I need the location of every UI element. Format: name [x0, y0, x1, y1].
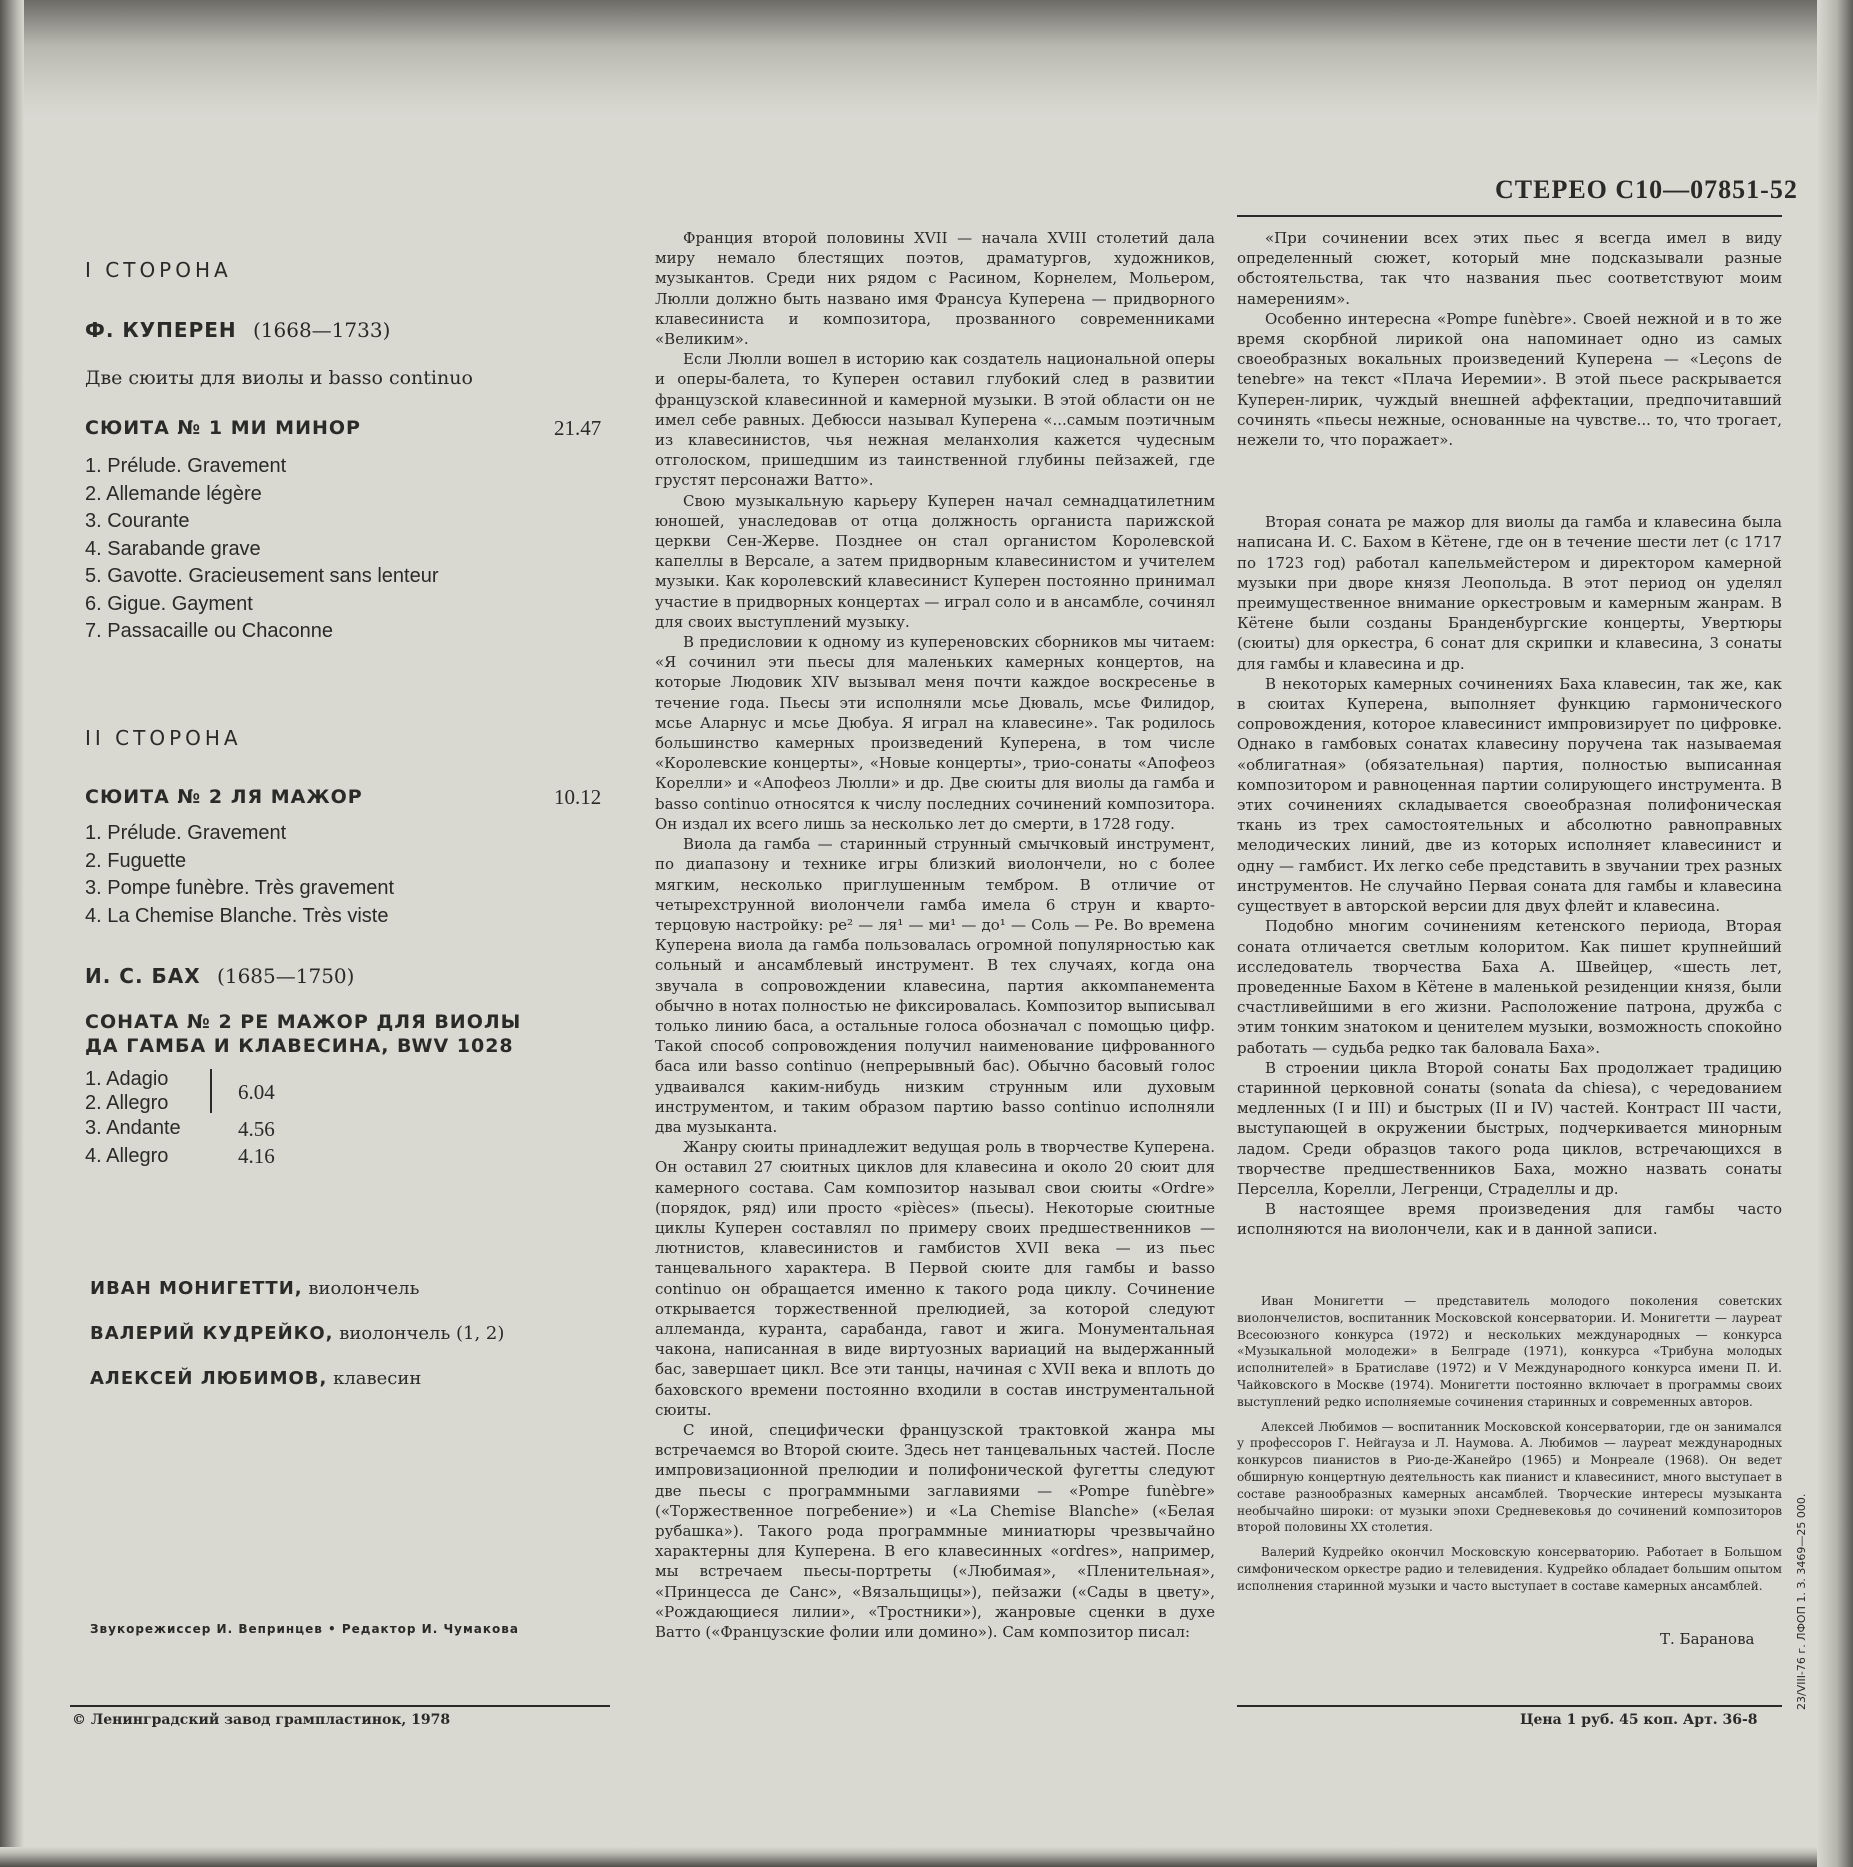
track-duration: 6.04 — [238, 1080, 275, 1104]
performer — [90, 1278, 419, 1299]
composer-name: И. С. БАХ — [85, 964, 201, 988]
suite-2-duration: 10.12 — [554, 785, 602, 809]
performer-bios — [1237, 1293, 1782, 1595]
suite-1-duration: 21.47 — [554, 416, 602, 440]
track-name: 3. Andante — [85, 1117, 181, 1139]
notes-paragraph: Жанру сюиты принадлежит ведущая роль в творчестве Куперена. Он оставил 27 сюитных циклов для клавесина и около 20 сюит для камерного состава. Сам композитор называл свои сюиты «Ordre» (порядок, ряд) или просто «pièces» (пьесы). Некоторые сюитные циклы Куперен составлял по примеру своих предшественников — лютнистов, клавесинистов и гамбистов XVII века — из пьес танцевального характера. В Первой сюите для гамбы и basso continuo он обращается именно к такого рода циклу. Сочинение открывается торжественной прелюдией, за которой следуют аллеманда, куранта, сарабанда, гавот и жига. Монументальная чакона, написанная в виде виртуозных вариаций на выдержанный бас, завершает цикл. Все эти танцы, начиная с XVII века и вплоть до баховского времени постоянно входили в состав инструментальной сюиты. — [655, 1138, 1215, 1419]
notes-paragraph: В строении цикла Второй сонаты Бах продолжает традицию старинной церковной сонаты (sonata da chiesa), с чередованием медленных (I и III) и быстрых (II и IV) частей. Контраст III части, выступающей в окружении быстрых, подчеркивается минорным ладом. Среди образцов такого рода циклов, встречающихся в творчестве предшественников Баха, можно назвать сонаты Перселла, Корелли, Легренци, Страделлы и др. — [1237, 1058, 1782, 1198]
track-name: 2. Allegro — [85, 1092, 169, 1114]
notes-paragraph: С иной, специфически французской трактовкой жанра мы встречаемся во Второй сюите. Здесь нет танцевальных частей. После импровизационной прелюдии и полифонической фугетты следуют две пьесы с программными заглавиями — «Pompe funèbre» («Торжественное погребение») и «La Chemise Blanche» («Белая рубашка»). Такого рода программные миниатюры чрезвычайно характерны для Куперена. В его клавесинных «ordres», например, мы встречаем пьесы-портреты («Любимая», «Пленительная», «Принцесса де Санс», «Вязальщицы»), пейзажи («Сады в цвету», «Рождающиеся лилии», «Тростники»), жанровые сценки в духе Ватто («Французские фолии или домино»). Сам композитор писал: — [655, 1420, 1215, 1642]
notes-paragraph: В предисловии к одному из купереновских сборников мы читаем: «Я сочинил эти пьесы для маленьких камерных концертов, на которые Людовик XIV вызывал меня почти каждое воскресенье в течение года. Пьесы эти исполняли мсье Дюваль, мсье Филидор, мсье Аларнус и мсье Дюбуа. Я играл на клавесине». Так родилось большинство камерных произведений Куперена, в том числе «Королевские концерты», «Новые концерты», трио-сонаты «Апофеоз Корелли» и «Апофеоз Люлли» и др. Две сюиты для виолы да гамба и basso continuo относятся к числу последних сочинений композитора. Он издал их всего лишь за несколько лет до смерти, в 1728 году. — [655, 633, 1215, 833]
track-item: 1. Prélude. Gravement — [85, 822, 287, 844]
track-item: 4. La Chemise Blanche. Très viste — [85, 904, 389, 927]
composer-dates: (1685—1750) — [217, 964, 355, 988]
liner-notes-left — [655, 228, 1215, 1642]
notes-paragraph: «При сочинении всех этих пьес я всегда имел в виду определенный сюжет, который мне подсказывали разные обстоятельства, так что названия пьес соответствуют моим намерениям». — [1237, 229, 1782, 308]
bio-paragraph: Валерий Кудрейко окончил Московскую консерваторию. Работает в Большом симфоническом оркестре радио и телевидения. Кудрейко обладает большим опытом исполнения старинной музыки и часто выступает в составе камерных ансамблей. — [1237, 1545, 1782, 1593]
composer-dates: (1668—1733) — [252, 318, 391, 342]
footer-rule-left — [70, 1705, 610, 1707]
price: Цена 1 руб. 45 коп. Арт. 36-8 — [1520, 1712, 1758, 1728]
suite-2-title: СЮИТА № 2 ЛЯ МАЖОР — [85, 786, 363, 808]
notes-paragraph: Особенно интересна «Pompe funèbre». Своей нежной и в то же время скорбной лирикой она напоминает одно из самых своеобразных вокальных произведений Куперена — «Leçons de tenebre» на текст «Плача Иеремии». В этой пьесе раскрывается Куперен-лирик, чуждый внешней аффектации, предпочитавший сочинять «пьесы нежные, основанные на чувстве... то, что трогает, нежели то, что поражает». — [1237, 309, 1782, 450]
author-signature: Т. Баранова — [1660, 1630, 1755, 1648]
notes-paragraph: Подобно многим сочинениям кетенского периода, Вторая соната отличается светлым колоритом. Как пишет крупнейший исследователь творчества Баха А. Швейцер, «шесть лет, проведенные Бахом в Кётене в маленькой резиденции князя, были счастливейшими в его жизни. Расположение патрона, дружба с этим тонким знатоком и ценителем музыки, возможность спокойно работать — судьба редко так баловала Баха». — [1237, 917, 1782, 1057]
track-item: 2. Fuguette — [85, 849, 187, 872]
track-item: 3. Courante — [85, 510, 190, 532]
track-duration: 4.16 — [238, 1144, 275, 1168]
notes-paragraph: В настоящее время произведения для гамбы часто исполняются на виолончели, как и в данной записи. — [1237, 1200, 1782, 1239]
performer — [90, 1323, 504, 1344]
track-item: 5. Gavotte. Gracieusement sans lenteur — [85, 565, 439, 587]
track-item: 4. Sarabande grave — [85, 537, 261, 560]
copyright: © Ленинградский завод грампластинок, 1978 — [72, 1712, 451, 1728]
track-item: 2. Allemande légère — [85, 482, 262, 505]
suite-1-tracklist — [85, 453, 439, 646]
notes-paragraph: Свою музыкальную карьеру Куперен начал семнадцатилетним юношей, унаследовав от отца должность органиста парижской церкви Сен-Жерве. Позднее он стал органистом Королевской капеллы в Версале, а затем придворным клавесинистом и учителем музыки. Как королевский клавесинист Куперен постоянно принимал участие в придворных концертах — играл соло и в ансамбле, сочинял для своих выступлений музыку. — [655, 491, 1215, 631]
catalog-number: СТЕРЕО С10—07851-52 — [1495, 175, 1798, 204]
sonata-title-line: ДА ГАМБА И КЛАВЕСИНА, BWV 1028 — [85, 1035, 514, 1057]
bio-paragraph: Иван Монигетти — представитель молодого поколения советских виолончелистов, воспитанник Московской консерватории. И. Монигетти — лауреат Всесоюзного конкурса (1972) и нескольких международных — конкурса «Музыкальной молодежи» в Белграде (1971), конкурса «Трибуна молодых исполнителей» в Братиславе (1972) и V Международного конкурса имени П. И. Чайковского в Москве (1974). Монигетти постоянно включает в программы своих выступлений редко исполняемые сочинения старинных и современных авторов. — [1237, 1294, 1782, 1409]
composer-bach — [85, 964, 354, 988]
work-subtitle: Две сюиты для виолы и basso continuo — [85, 367, 473, 389]
track-item: 6. Gigue. Gayment — [85, 592, 253, 615]
performer — [90, 1368, 421, 1389]
footer-rule-right — [1237, 1705, 1782, 1707]
side-1-label: I СТОРОНА — [85, 258, 232, 282]
performer-role: виолончель — [308, 1278, 420, 1299]
composer-couperin — [85, 318, 390, 342]
catalog-underline — [1237, 215, 1782, 217]
performer-name: АЛЕКСЕЙ ЛЮБИМОВ, — [90, 1368, 328, 1389]
bio-paragraph: Алексей Любимов — воспитанник Московской консерватории, где он занимался у профессоров Г. Нейгауза и Л. Наумова. А. Любимов — лауреат международных конкурсов пианистов в Рио-де-Жанейро (1965) и Монреале (1968). Он ведет обширную концертную деятельность как пианист и клавесинист, много выступает в составе разнообразных камерных ансамблей. Творческие интересы музыканта необычайно широки: от музыки эпохи Средневековья до сочинений композиторов второй половины XX столетия. — [1237, 1419, 1782, 1535]
sleeve-edge-bottom — [0, 1847, 1853, 1867]
bracket-bar — [210, 1069, 212, 1113]
performer-role: виолончель (1, 2) — [339, 1323, 505, 1344]
suite-2-tracklist — [85, 820, 394, 930]
notes-paragraph: В некоторых камерных сочинениях Баха клавесин, так же, как в сюитах Куперена, выполняет функцию гармонического сопровождения, которое клавесинист импровизирует по цифровке. Однако в гамбовых сонатах клавесину поручена так называемая «облигатная» (обязательная) партия, полностью выписанная композитором и равноценная партии солирующего инструмента. В этих сочинениях складывается своеобразная полифоническая ткань из трех самостоятельных и абсолютно равноправных мелодических линий, две из которых исполняет клавесинист и одну — гамбист. Их легко себе представить в звучании трех разных инструментов. Не случайно Первая соната для гамбы и клавесина существует в авторской версии для двух флейт и клавесина. — [1237, 674, 1782, 916]
print-code: 23/VIII-76 г. ЛФОП 1. З. 3469—25 000. — [1795, 1493, 1808, 1710]
composer-name: Ф. КУПЕРЕН — [85, 318, 237, 342]
suite-1-title: СЮИТА № 1 МИ МИНОР — [85, 417, 361, 439]
track-name: 1. Adagio — [85, 1068, 169, 1090]
sonata-title-line: СОНАТА № 2 РЕ МАЖОР ДЛЯ ВИОЛЫ — [85, 1011, 522, 1033]
production-credits: Звукорежиссер И. Вепринцев • Редактор И. Чумакова — [90, 1622, 519, 1636]
notes-paragraph: Вторая соната ре мажор для виолы да гамба и клавесина была написана И. С. Бахом в Кётене, где он в течение шести лет (с 1717 по 1723 год) работал капельмейстером и директором камерной музыки при дворе князя Леопольда. В этот период он уделял преимущественное внимание оркестровым и камерным жанрам. В Кётене были созданы Бранденбургские концерты, Увертюры (сюиты) для оркестра, 6 сонат для скрипки и клавесина, 3 сонаты для гамбы и клавесина и др. — [1237, 513, 1782, 673]
notes-paragraph: Франция второй половины XVII — начала XVIII столетий дала миру немало блестящих поэтов, драматургов, художников, музыкантов. Среди них рядом с Расином, Корнелем, Мольером, Люлли должно быть названо имя Франсуа Куперена — придворного клавесиниста и композитора, прозванного современниками «Великим». — [655, 229, 1215, 349]
track-item: 7. Passacaille ou Chaconne — [85, 620, 333, 642]
liner-notes-right — [1237, 228, 1782, 1240]
track-item: 1. Prélude. Gravement — [85, 455, 287, 477]
sleeve-edge-left — [0, 0, 24, 1867]
notes-paragraph: Если Люлли вошел в историю как создатель национальной оперы и оперы-балета, то Куперен оставил глубокий след в развитии французской клавесинной и камерной музыки. В этой области он не имел себе равных. Дебюсси называл Куперена «...самым поэтичным из клавесинистов, чья нежная меланхолия кажется чудесным отголоском, пришедшим из таинственной глубины пейзажей, где грустят персонажи Ватто». — [655, 350, 1215, 490]
sonata-title — [85, 1010, 521, 1058]
performer-name: ВАЛЕРИЙ КУДРЕЙКО, — [90, 1323, 334, 1344]
track-item: 3. Pompe funèbre. Très gravement — [85, 877, 395, 899]
performer-role: клавесин — [333, 1368, 422, 1389]
performer-name: ИВАН МОНИГЕТТИ, — [90, 1278, 303, 1299]
side-2-label: II СТОРОНА — [85, 726, 242, 750]
track-duration: 4.56 — [238, 1117, 275, 1141]
track-name: 4. Allegro — [85, 1144, 169, 1167]
notes-paragraph: Виола да гамба — старинный струнный смычковый инструмент, по диапазону и технике игры близкий виолончели, но с более мягким, несколько приглушенным тембром. В отличие от четырехструнной виолончели гамба имела 6 струн и кварто-терцовую настройку: ре² — ля¹ — ми¹ — до¹ — Соль — Ре. Во времена Куперена виола да гамба пользовалась огромной популярностью как сольный и ансамблевый инструмент. В тех случаях, когда она звучала в сопровождении клавесина, партия аккомпанемента обычно в нотах полностью не фиксировалась. Композитор выписывал только линию баса, а остальные голоса обозначал с помощью цифр. Такой способ сопровождения получил наименование цифрованного баса или basso continuo (непрерывный бас). Обычно басовый голос удваивался каким-нибудь низким струнным или духовым инструментом, и таким образом партию basso continuo исполняли два музыканта. — [655, 835, 1215, 1136]
